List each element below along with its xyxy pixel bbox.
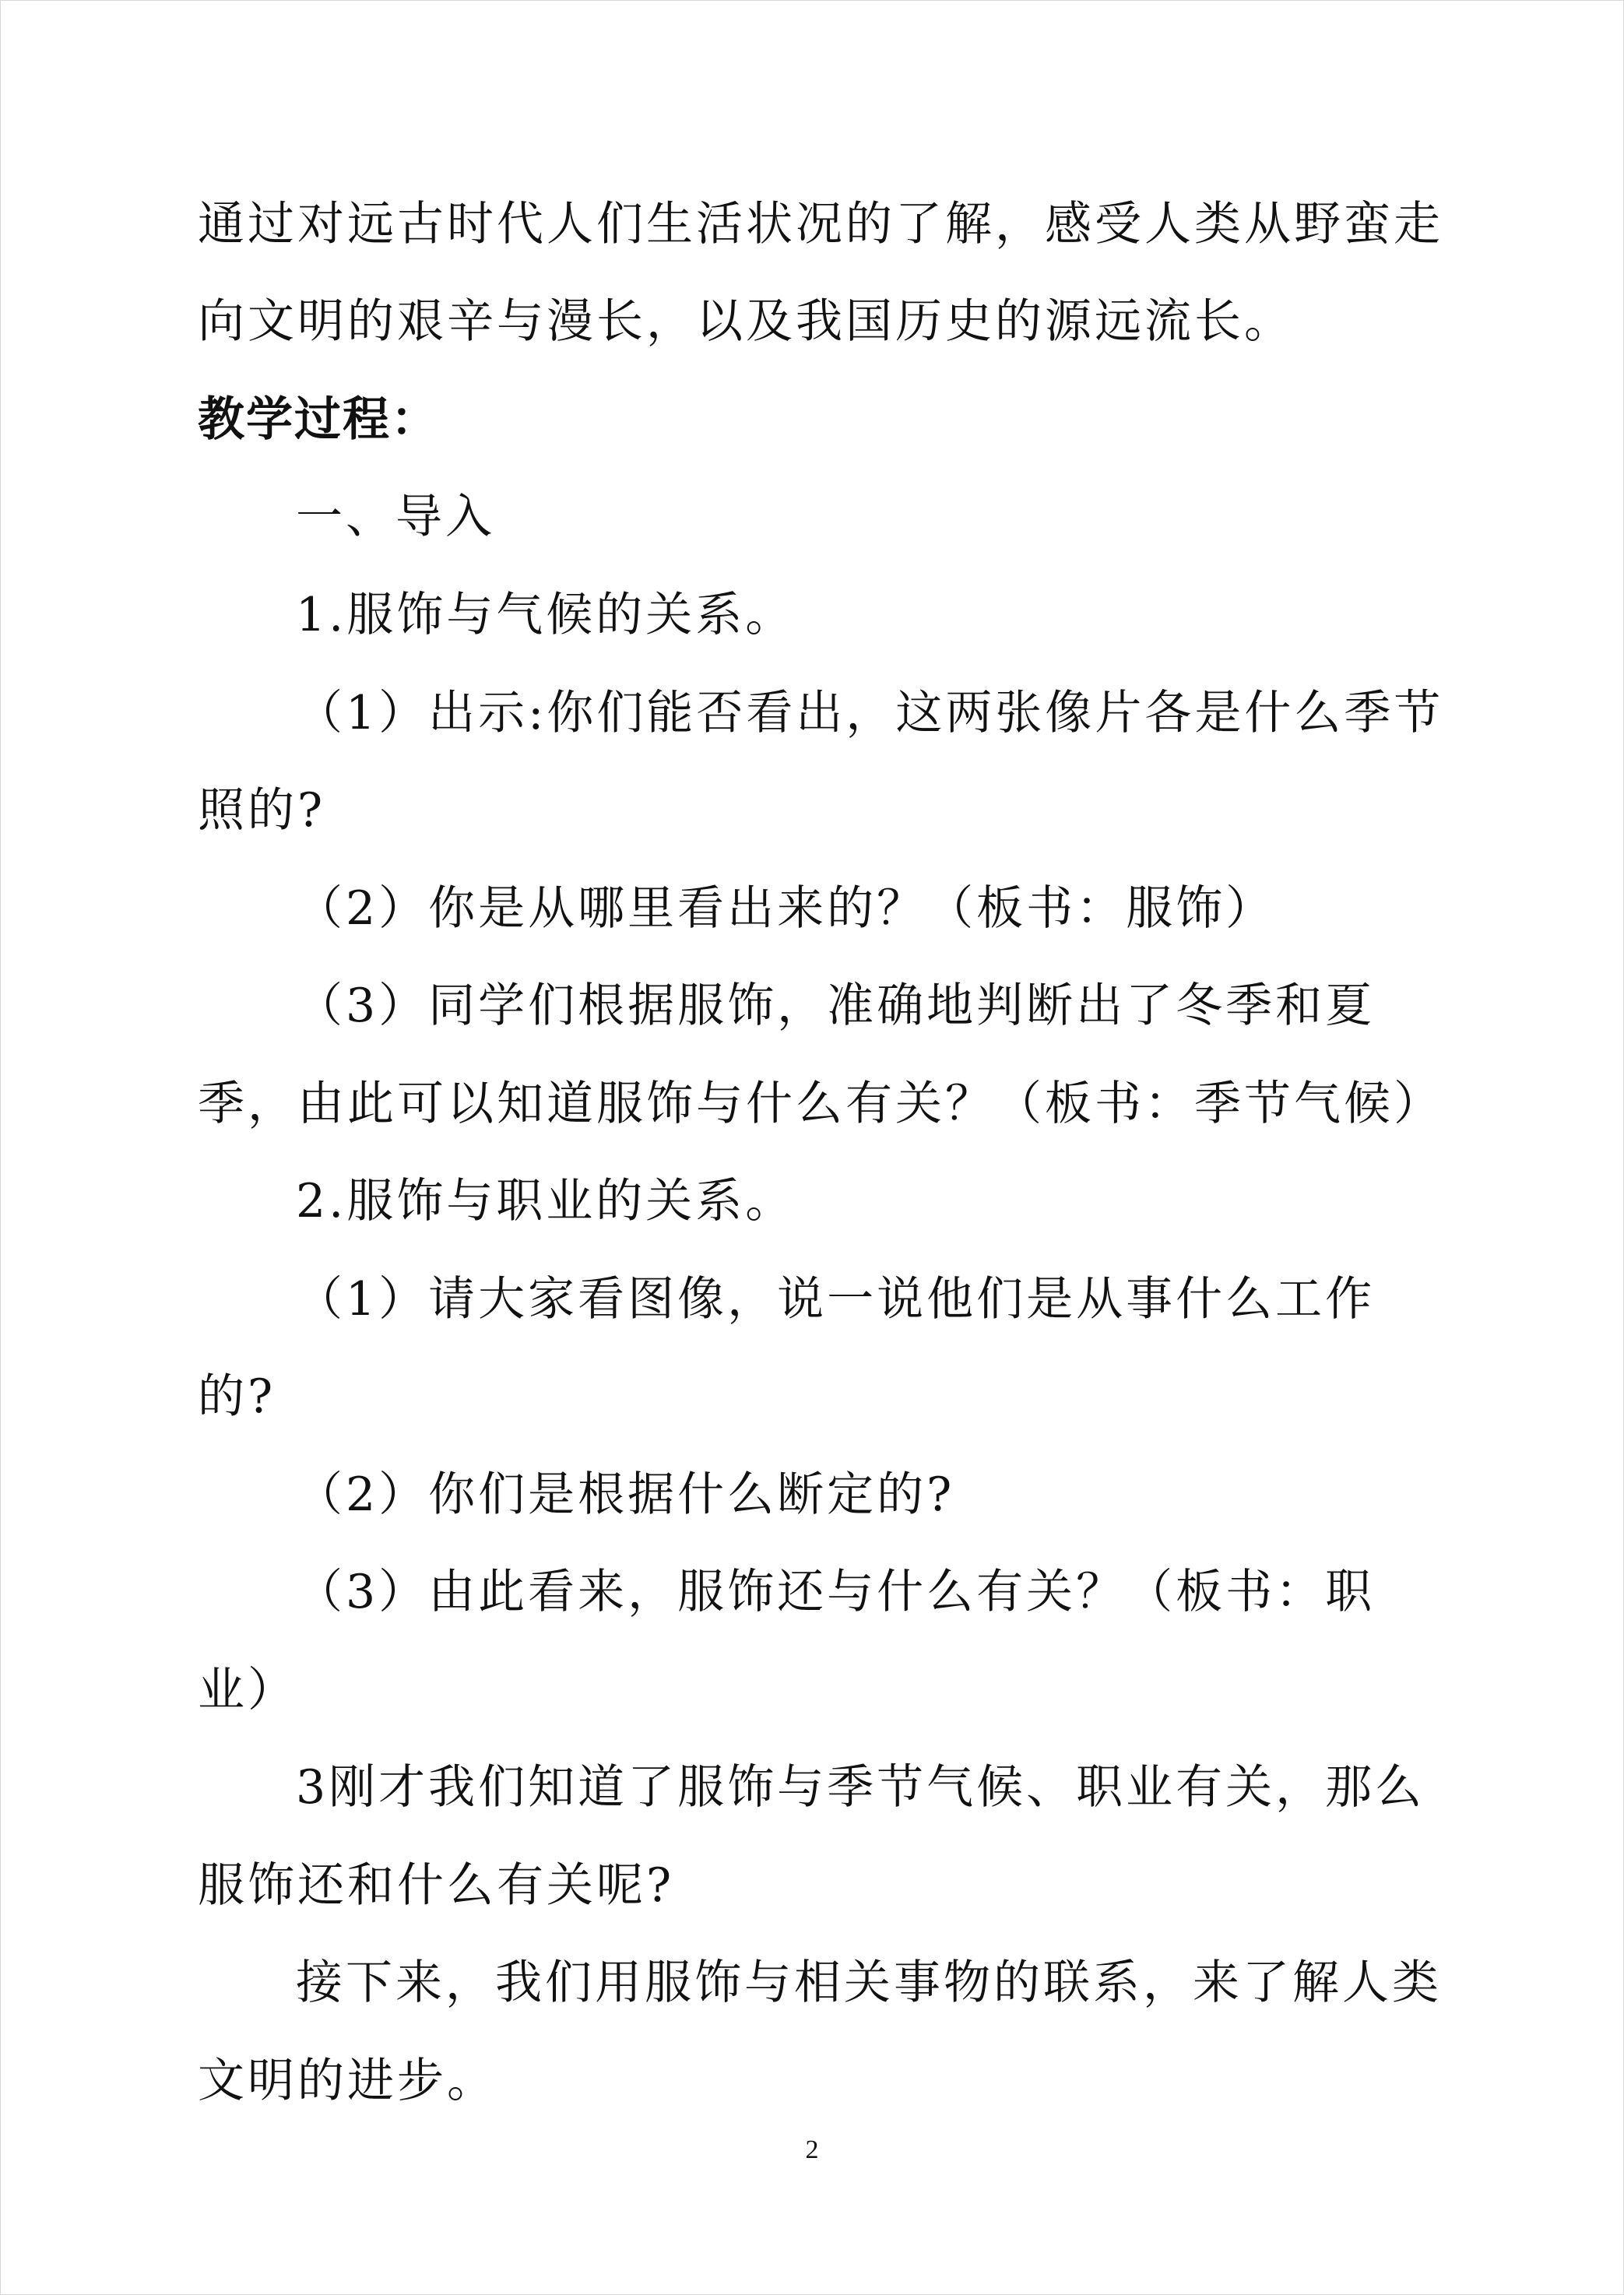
item-2-1-line-1: （1）请大家看图像，说一说他们是从事什么工作 bbox=[296, 1272, 1376, 1327]
item-3-line-1: 3刚才我们知道了服饰与季节气候、职业有关，那么 bbox=[296, 1760, 1425, 1815]
item-1-1-line-1: （1）出示:你们能否看出，这两张像片各是什么季节 bbox=[296, 686, 1444, 740]
item-2-2: （2）你们是根据什么断定的? bbox=[296, 1467, 955, 1522]
item-1-3-line-1: （3）同学们根据服饰，准确地判断出了冬季和夏 bbox=[296, 979, 1376, 1033]
section-heading-teaching-process: 教学过程： bbox=[198, 392, 439, 447]
item-1-3-line-2: 季，由此可以知道服饰与什么有关？（板书：季节气候） bbox=[198, 1077, 1443, 1131]
item-2-3-line-1: （3）由此看来，服饰还与什么有关？（板书：职 bbox=[296, 1565, 1376, 1619]
item-1-heading: 1.服饰与气候的关系。 bbox=[296, 588, 796, 642]
text-line-2: 向文明的艰辛与漫长，以及我国历史的源远流长。 bbox=[198, 294, 1294, 349]
item-3-line-2: 服饰还和什么有关呢? bbox=[198, 1858, 675, 1913]
item-2-3-line-2: 业） bbox=[198, 1663, 297, 1717]
item-1-1-line-2: 照的? bbox=[198, 783, 326, 838]
text-line-1: 通过对远古时代人们生活状况的了解，感受人类从野蛮走 bbox=[198, 197, 1443, 251]
subheading-introduction: 一、导入 bbox=[296, 490, 495, 544]
item-2-heading: 2.服饰与职业的关系。 bbox=[296, 1174, 796, 1228]
closing-paragraph-line-1: 接下来，我们用服饰与相关事物的联系，来了解人类 bbox=[296, 1956, 1442, 2010]
item-2-1-line-2: 的? bbox=[198, 1369, 276, 1424]
item-1-2: （2）你是从哪里看出来的？（板书：服饰） bbox=[296, 881, 1276, 936]
closing-paragraph-line-2: 文明的进步。 bbox=[198, 2054, 497, 2108]
page-number: 2 bbox=[805, 2135, 819, 2164]
